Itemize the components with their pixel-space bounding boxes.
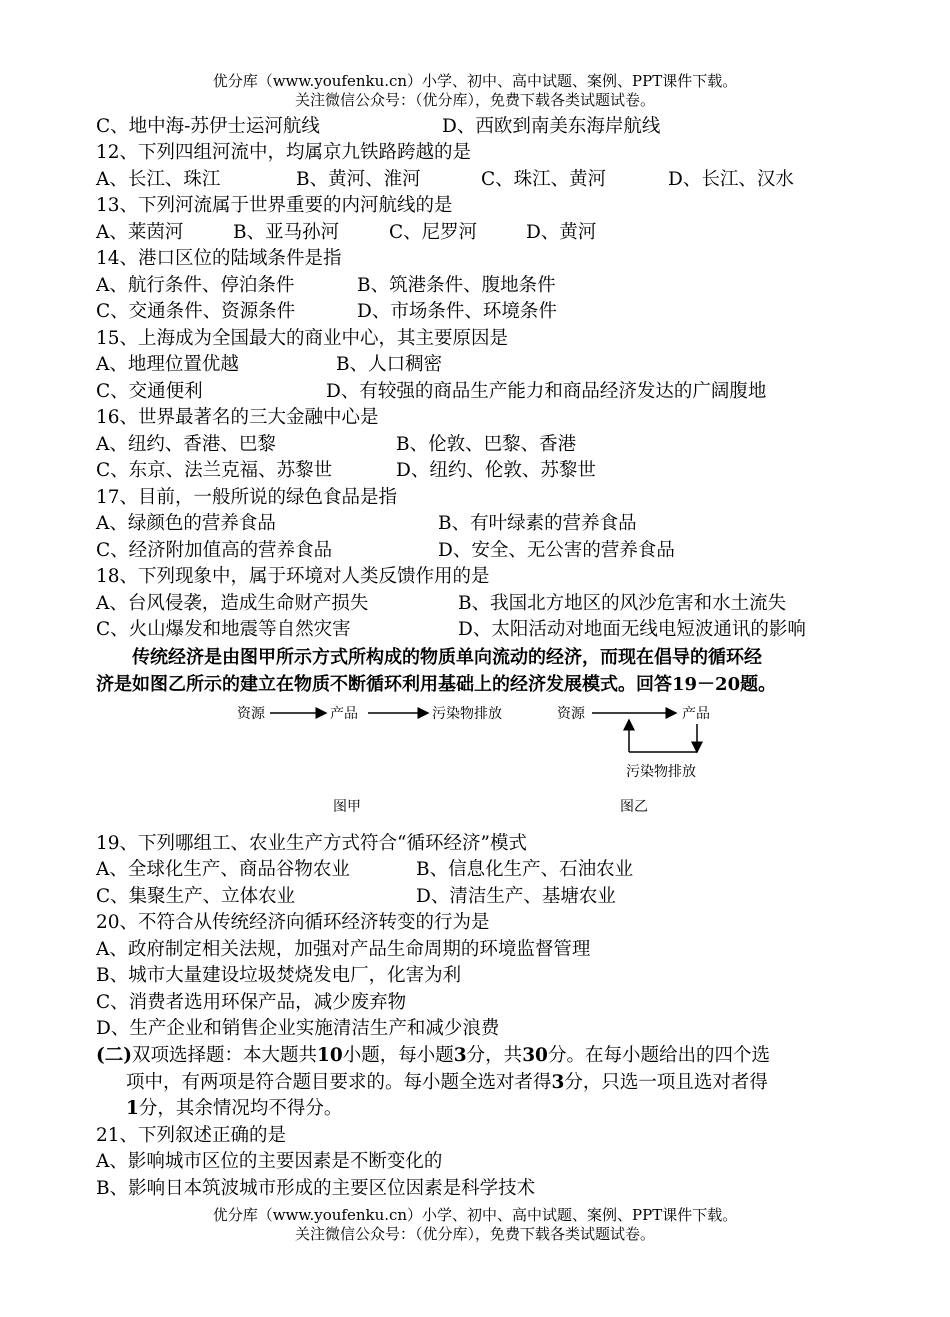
q13-option-d: D、黄河 bbox=[526, 222, 597, 243]
section2-full-score: 3 bbox=[551, 1072, 565, 1093]
q21-option-b: B、影响日本筑波城市形成的主要区位因素是科学技术 bbox=[96, 1178, 536, 1199]
q19-options-ab bbox=[96, 857, 634, 883]
q14-stem: 14、港口区位的陆域条件是指 bbox=[96, 248, 342, 269]
q19-option-c: C、集聚生产、立体农业 bbox=[96, 886, 296, 907]
q21-option-a: A、影响城市区位的主要因素是不断变化的 bbox=[96, 1151, 443, 1172]
q17-option-c: C、经济附加值高的营养食品 bbox=[96, 540, 333, 561]
section2-line2 bbox=[126, 1070, 768, 1096]
q17-option-b: B、有叶绿素的营养食品 bbox=[438, 513, 637, 534]
jia-resource-label: 资源 bbox=[237, 706, 265, 722]
q15-option-d: D、有较强的商品生产能力和商品经济发达的广阔腹地 bbox=[326, 381, 767, 402]
q17-option-d: D、安全、无公害的营养食品 bbox=[438, 540, 675, 561]
q15-option-b: B、人口稠密 bbox=[336, 354, 443, 375]
q12-stem: 12、下列四组河流中，均属京九铁路跨越的是 bbox=[96, 142, 472, 163]
page-header-line1: 优分库（www.youfenku.cn）小学、初中、高中试题、案例、PPT课件下载。 bbox=[212, 72, 738, 90]
section2-text-a: 双项选择题：本大题共 bbox=[132, 1045, 318, 1066]
q14-option-c: C、交通条件、资源条件 bbox=[96, 301, 296, 322]
q16-option-c: C、东京、法兰克福、苏黎世 bbox=[96, 460, 333, 481]
q19-stem: 19、下列哪组工、农业生产方式符合“循环经济”模式 bbox=[96, 833, 527, 854]
q14-option-a: A、航行条件、停泊条件 bbox=[96, 275, 295, 296]
q19-options-cd bbox=[96, 884, 616, 910]
q17-option-a: A、绿颜色的营养食品 bbox=[96, 513, 276, 534]
q12-option-b: B、黄河、淮河 bbox=[296, 169, 421, 190]
q15-option-a: A、地理位置优越 bbox=[96, 354, 239, 375]
q20-option-b: B、城市大量建设垃圾焚烧发电厂，化害为利 bbox=[96, 965, 462, 986]
yi-resource-label: 资源 bbox=[557, 706, 585, 722]
q20-option-a: A、政府制定相关法规，加强对产品生命周期的环境监督管理 bbox=[96, 939, 591, 960]
q21-stem: 21、下列叙述正确的是 bbox=[96, 1125, 287, 1146]
q18-stem: 18、下列现象中，属于环境对人类反馈作用的是 bbox=[96, 566, 490, 587]
q16-option-d: D、纽约、伦敦、苏黎世 bbox=[396, 460, 596, 481]
jia-pollution-label: 污染物排放 bbox=[432, 706, 502, 722]
q12-option-a: A、长江、珠江 bbox=[96, 169, 221, 190]
q19-option-a: A、全球化生产、商品谷物农业 bbox=[96, 859, 350, 880]
q18-option-a: A、台风侵袭，造成生命财产损失 bbox=[96, 593, 369, 614]
q12-option-d: D、长江、汉水 bbox=[668, 169, 794, 190]
q13-option-c: C、尼罗河 bbox=[389, 222, 478, 243]
q16-option-b: B、伦敦、巴黎、香港 bbox=[396, 434, 577, 455]
q11-option-d: D、西欧到南美东海岸航线 bbox=[442, 116, 661, 137]
q20-option-c: C、消费者选用环保产品，减少废弃物 bbox=[96, 992, 407, 1013]
q19-option-b: B、信息化生产、石油农业 bbox=[416, 859, 634, 880]
section2-line3 bbox=[126, 1096, 342, 1122]
q14-option-b: B、筑港条件、腹地条件 bbox=[357, 275, 556, 296]
q18-option-c: C、火山爆发和地震等自然灾害 bbox=[96, 619, 351, 640]
q13-option-a: A、莱茵河 bbox=[96, 222, 184, 243]
section2-line1 bbox=[96, 1043, 770, 1069]
q18-option-b: B、我国北方地区的风沙危害和水土流失 bbox=[458, 593, 787, 614]
section2-text-d: 分。在每小题给出的四个选 bbox=[547, 1045, 770, 1066]
q20-option-d: D、生产企业和销售企业实施清洁生产和减少浪费 bbox=[96, 1018, 500, 1039]
q16-stem: 16、世界最著名的三大金融中心是 bbox=[96, 407, 379, 428]
section2-per-score: 3 bbox=[453, 1045, 467, 1066]
q19-option-d: D、清洁生产、基塘农业 bbox=[416, 886, 616, 907]
yi-caption: 图乙 bbox=[620, 799, 648, 815]
page-footer-line2: 关注微信公众号：（优分库），免费下载各类试题试卷。 bbox=[294, 1225, 655, 1243]
section2-text-e: 项中，有两项是符合题目要求的。每小题全选对者得 bbox=[126, 1072, 552, 1093]
section2-text-b: 小题，每小题 bbox=[342, 1045, 454, 1066]
q20-stem: 20、不符合从传统经济向循环经济转变的行为是 bbox=[96, 912, 490, 933]
q13-stem: 13、下列河流属于世界重要的内河航线的是 bbox=[96, 195, 453, 216]
q18-option-d: D、太阳活动对地面无线电短波通讯的影响 bbox=[458, 619, 806, 640]
section2-prefix: (二) bbox=[96, 1045, 133, 1066]
section2-count: 10 bbox=[317, 1045, 343, 1066]
q16-option-a: A、纽约、香港、巴黎 bbox=[96, 434, 276, 455]
jia-caption: 图甲 bbox=[333, 799, 361, 815]
q14-option-d: D、市场条件、环境条件 bbox=[357, 301, 557, 322]
q15-stem: 15、上海成为全国最大的商业中心，其主要原因是 bbox=[96, 328, 509, 349]
section2-text-g: 分，其余情况均不得分。 bbox=[138, 1098, 343, 1119]
section2-total-score: 30 bbox=[522, 1045, 548, 1066]
intro-line1: 传统经济是由图甲所示方式所构成的物质单向流动的经济，而现在倡导的循环经 bbox=[132, 647, 762, 668]
page-header-line2: 关注微信公众号：（优分库），免费下载各类试题试卷。 bbox=[294, 91, 655, 109]
section2-text-c: 分，共 bbox=[466, 1045, 523, 1066]
q13-option-b: B、亚马孙河 bbox=[233, 222, 340, 243]
yi-product-label: 产品 bbox=[682, 706, 710, 722]
q12-option-c: C、珠江、黄河 bbox=[481, 169, 607, 190]
page-footer-line1: 优分库（www.youfenku.cn）小学、初中、高中试题、案例、PPT课件下载。 bbox=[212, 1206, 738, 1224]
yi-pollution-label: 污染物排放 bbox=[626, 764, 696, 780]
jia-product-label: 产品 bbox=[330, 706, 358, 722]
intro-line2: 济是如图乙所示的建立在物质不断循环利用基础上的经济发展模式。回答19－20题。 bbox=[96, 674, 777, 695]
q17-stem: 17、目前，一般所说的绿色食品是指 bbox=[96, 487, 398, 508]
q11-option-c: C、地中海-苏伊士运河航线 bbox=[96, 116, 320, 137]
section2-partial-score: 1 bbox=[126, 1098, 139, 1119]
q15-option-c: C、交通便利 bbox=[96, 381, 203, 402]
section2-text-f: 分，只选一项且选对者得 bbox=[564, 1072, 768, 1093]
